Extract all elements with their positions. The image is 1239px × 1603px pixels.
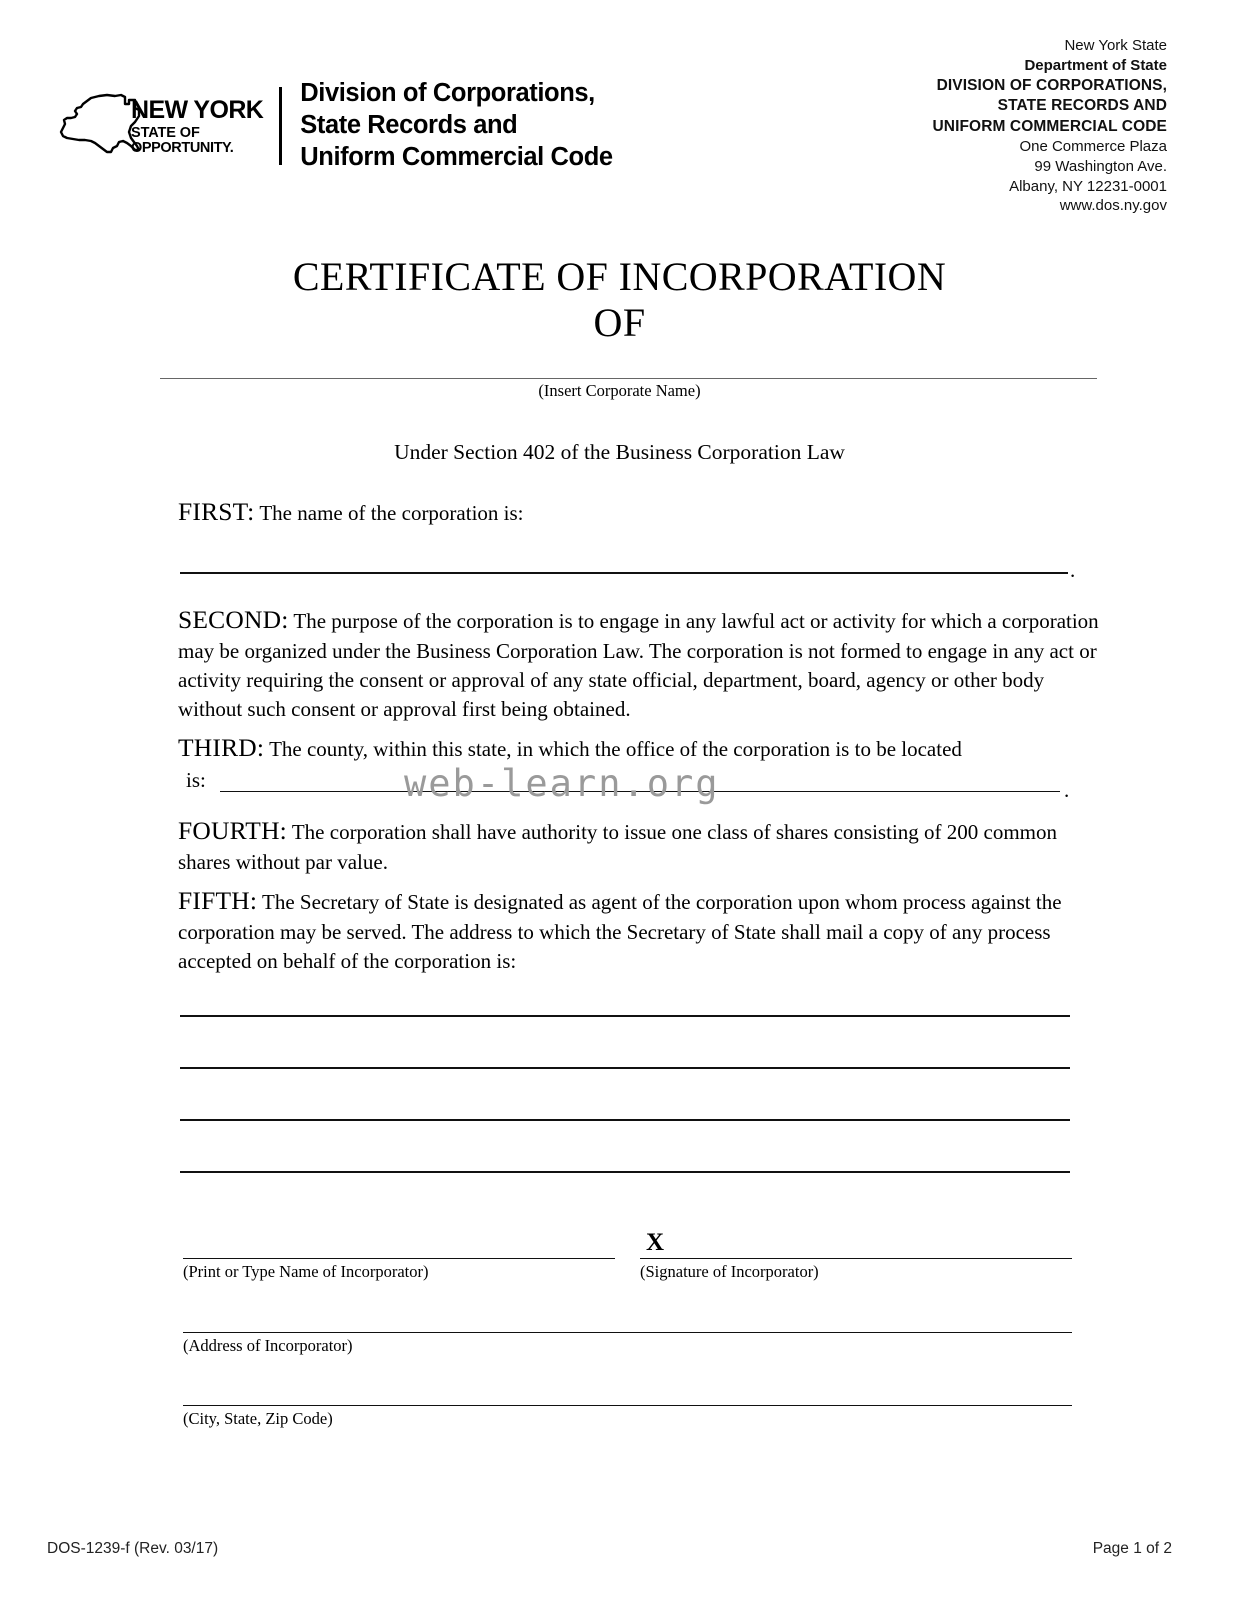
corporate-name-caption: (Insert Corporate Name) [538,381,701,400]
ny-wordmark [131,95,264,157]
article-fourth-text: The corporation shall have authority to issue one class of shares consisting of 200 common shares without par value. [178,820,1058,875]
print-name-caption: (Print or Type Name of Incorporator) [183,1262,429,1281]
agency-address-block [932,36,1167,216]
article-third-label: THIRD: [178,733,265,762]
division-title-line-2: State Records and [300,110,518,139]
logo-line-new-york: NEW YORK [131,95,264,124]
form-id-footer: DOS-1239-f (Rev. 03/17) [47,1540,219,1557]
article-fifth-label: FIFTH: [178,886,258,915]
address-line-division: DIVISION OF CORPORATIONS, [936,76,1167,94]
watermark-text: web-learn.org [404,762,720,805]
address-line-street: 99 Washington Ave. [1034,157,1167,175]
print-name-line[interactable] [183,1258,615,1259]
address-line-website: www.dos.ny.gov [1059,197,1167,215]
first-name-blank-line[interactable] [180,572,1068,574]
fifth-address-line-1[interactable] [180,1015,1070,1017]
incorporator-address-caption: (Address of Incorporator) [183,1336,353,1355]
article-third-is-label: is: [186,768,206,792]
address-line-state: New York State [1064,37,1167,54]
address-line-ucc: UNIFORM COMMERCIAL CODE [932,117,1167,135]
city-state-zip-caption: (City, State, Zip Code) [183,1409,333,1428]
article-fourth-label: FOURTH: [178,816,287,845]
page-title [0,254,1239,347]
article-second-label: SECOND: [178,605,289,634]
first-trailing-period: . [1070,558,1076,582]
article-third [178,730,1078,765]
address-line-department: Department of State [1024,56,1167,74]
address-line-citystatezip: Albany, NY 12231-0001 [1009,177,1167,195]
city-state-zip-line[interactable] [183,1405,1072,1406]
division-title [300,78,612,174]
address-line-plaza: One Commerce Plaza [1019,137,1167,155]
fifth-address-line-2[interactable] [180,1067,1070,1069]
article-fourth [178,813,1078,877]
article-third-text: The county, within this state, in which the office of the corporation is to be located [269,737,962,761]
article-fifth-text: The Secretary of State is designated as agent of the corporation upon whom process against the corporation may be served. The address to which the Secretary of State shall mail a copy of any process accepted on behalf of the corporation is: [178,890,1062,974]
article-second [178,602,1103,724]
signature-caption: (Signature of Incorporator) [640,1262,819,1281]
page-title-line-2: OF [593,300,646,346]
signature-x-mark: X [646,1229,665,1256]
ny-state-logo [55,78,613,174]
division-title-line-3: Uniform Commercial Code [300,142,613,171]
article-first-label: FIRST: [178,497,255,526]
third-county-blank-line[interactable] [220,791,1060,792]
article-second-text: The purpose of the corporation is to engage in any lawful act or activity for which a corporation may be organized under the Business Corporation Law. The corporation is not formed to engage in any act or activity requiring the consent or approval of any state official, department, board, agency or other body without such consent or approval first being obtained. [178,609,1099,722]
logo-line-state-of: STATE OF [131,124,200,141]
article-fifth [178,883,1088,976]
page-number-footer: Page 1 of 2 [1092,1540,1172,1557]
fifth-address-line-4[interactable] [180,1171,1070,1173]
logo-divider [279,87,282,165]
division-title-line-1: Division of Corporations, [300,79,595,107]
page-title-line-1: CERTIFICATE OF INCORPORATION [292,254,947,299]
logo-line-opportunity: OPPORTUNITY. [131,140,234,157]
signature-line[interactable] [640,1258,1072,1259]
incorporator-address-line[interactable] [183,1332,1072,1333]
article-first [178,494,1103,529]
under-section-text: Under Section 402 of the Business Corporation Law [394,440,845,464]
third-trailing-period: . [1064,778,1070,802]
fifth-address-line-3[interactable] [180,1119,1070,1121]
corporate-name-rule[interactable] [160,378,1097,379]
page-header [0,0,1239,230]
article-first-text: The name of the corporation is: [259,501,524,525]
address-line-state-records: STATE RECORDS AND [997,97,1167,115]
